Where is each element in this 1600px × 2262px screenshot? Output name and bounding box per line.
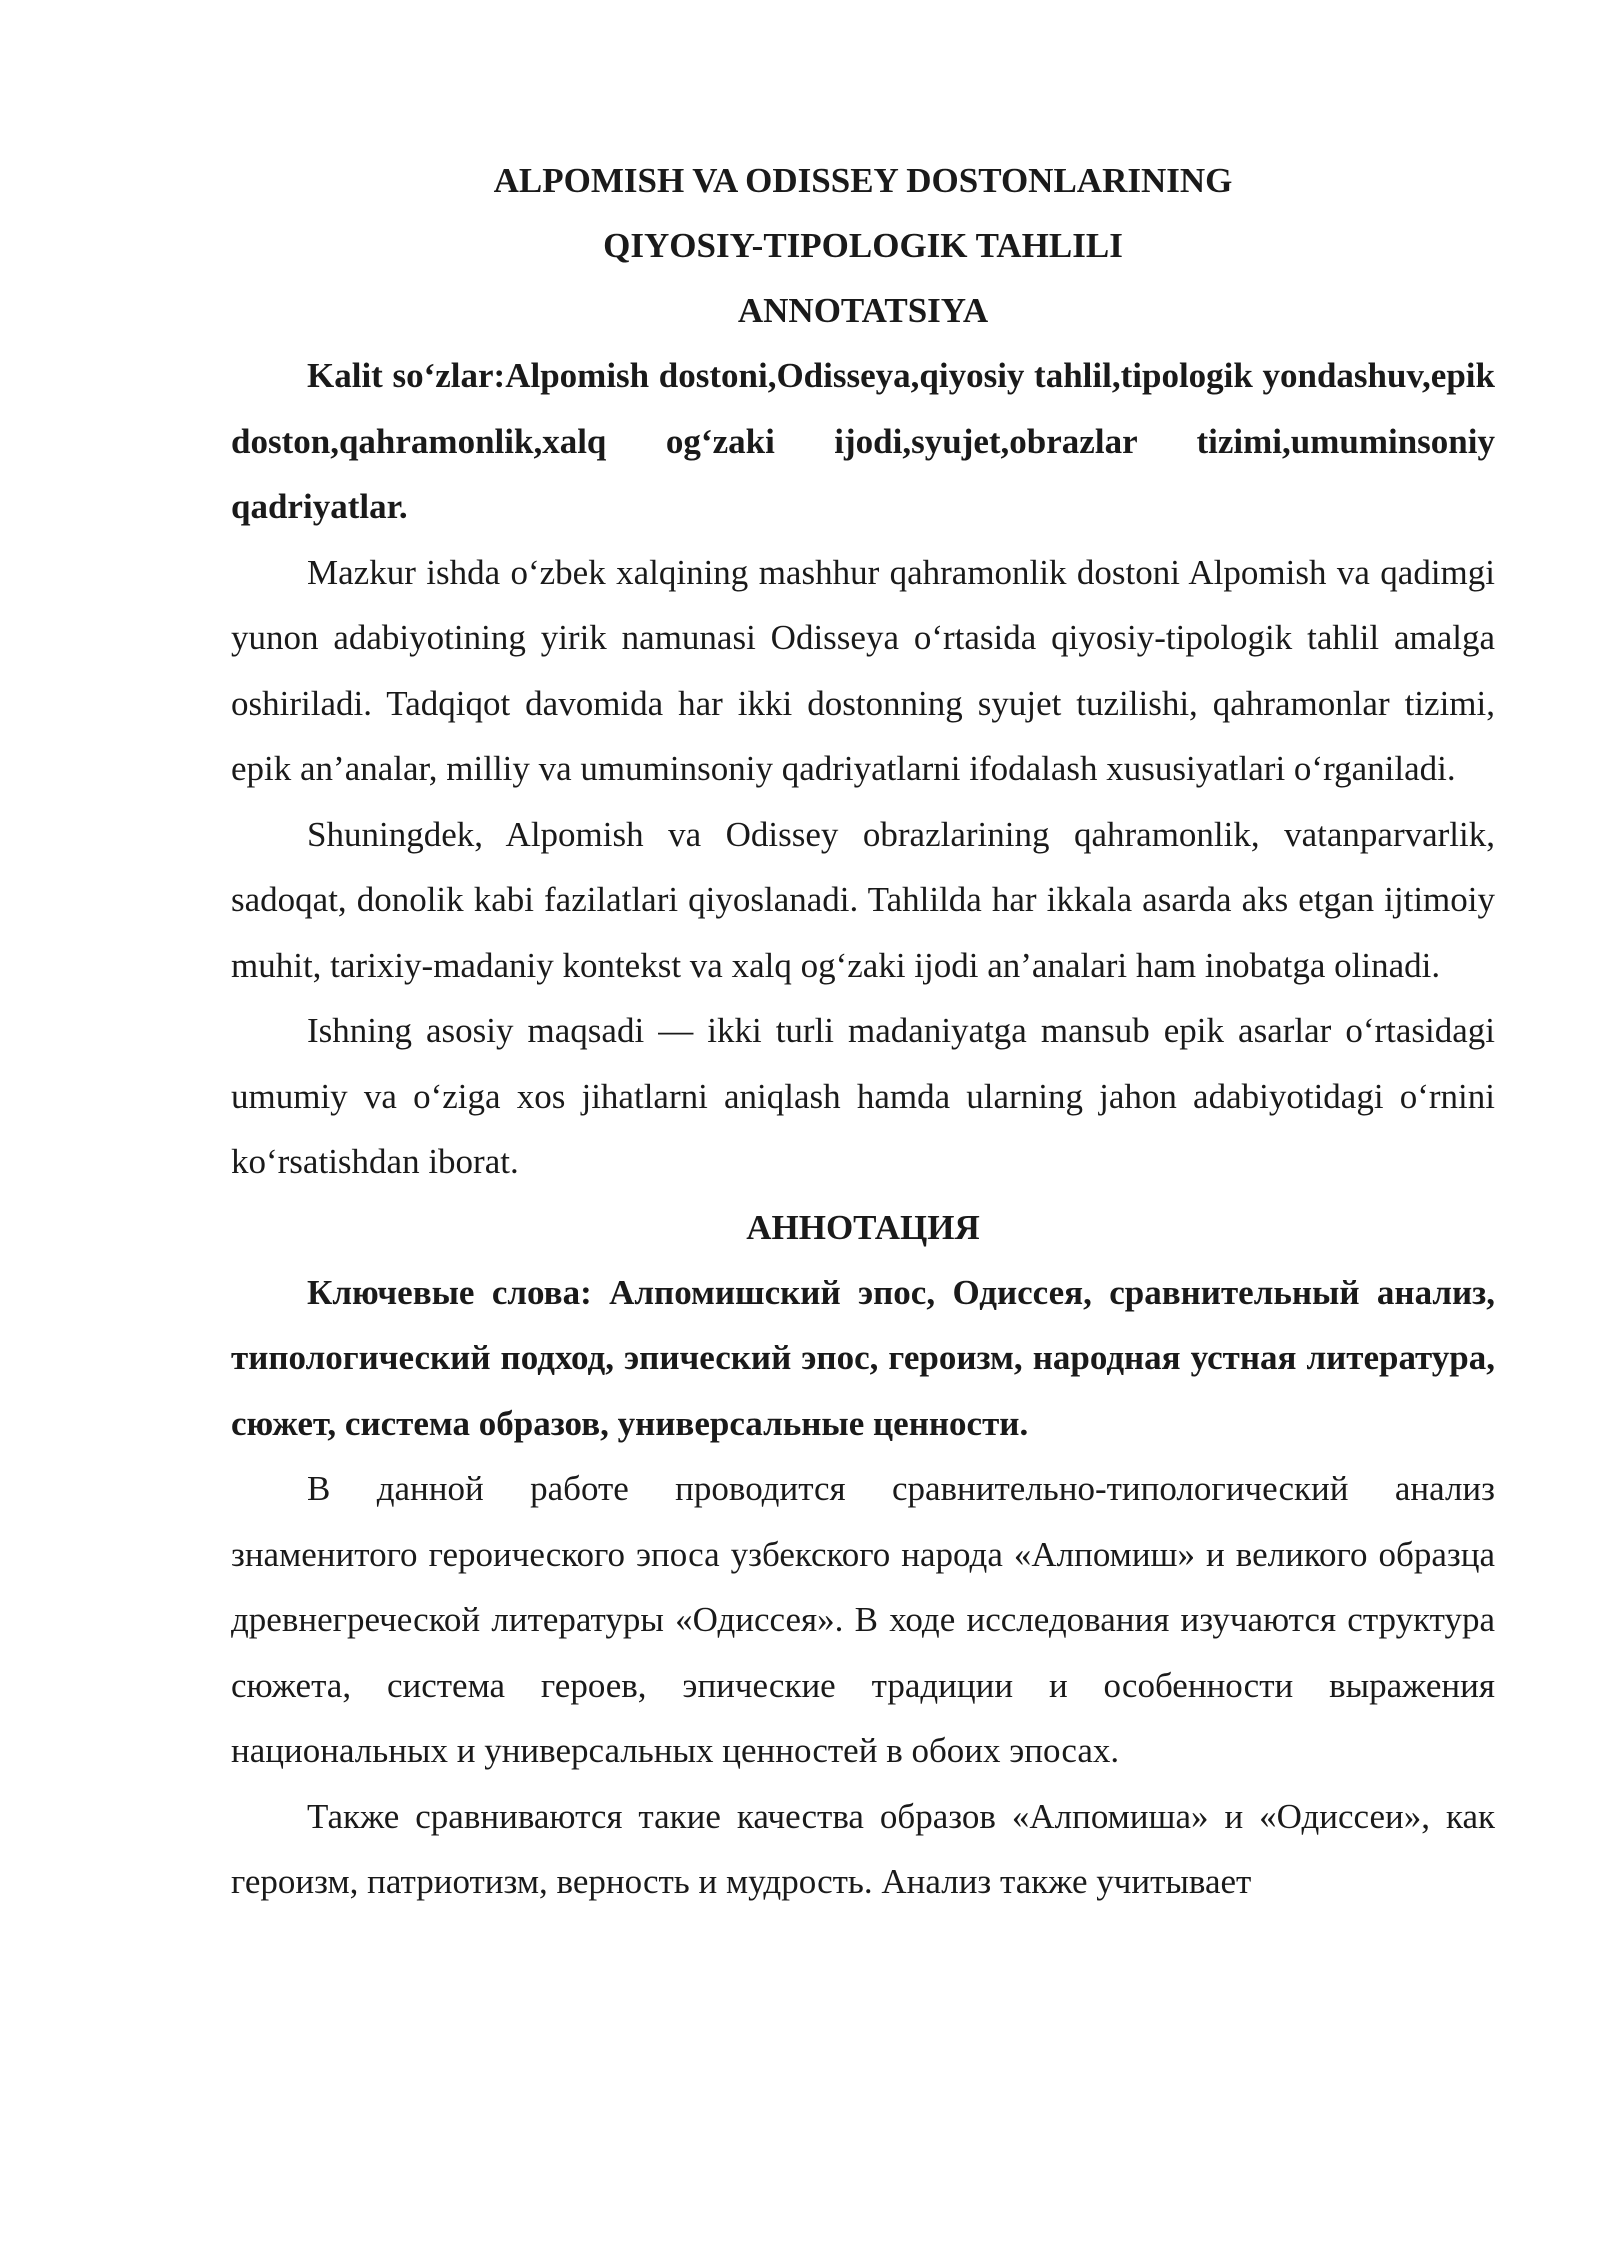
uz-annotation-heading: ANNOTATSIYA [737,291,989,330]
document-title-line-1: ALPOMISH VA ODISSEY DOSTONLARINING [493,161,1233,200]
ru-annotation-heading: АННОТАЦИЯ [746,1207,980,1247]
uz-paragraph-3: Ishning asosiy maqsadi — ikki turli madaniyatga mansub epik asarlar o‘rtasidagi umumiy va o‘ziga xos jihatlarni aniqlash hamda ularning jahon adabiyotidagi o‘rnini ko‘rsatishdan iborat. [231,1011,1495,1181]
uz-keywords: Kalit so‘zlar:Alpomish dostoni,Odisseya,qiyosiy tahlil,tipologik yondashuv,epik doston,qahramonlik,xalq og‘zaki ijodi,syujet,obrazlar tizimi,umuminsoniy qadriyatlar. [231,356,1495,526]
document-title-line-2: QIYOSIY-TIPOLOGIK TAHLILI [603,226,1123,265]
ru-paragraph-2: Также сравниваются такие качества образов «Алпомиша» и «Одиссеи», как героизм, патриотизм, верность и мудрость. Анализ также учитывает [231,1796,1495,1901]
uz-paragraph-2: Shuningdek, Alpomish va Odissey obrazlarining qahramonlik, vatanparvarlik, sadoqat, donolik kabi fazilatlari qiyoslanadi. Tahlilda har ikkala asarda aks etgan ijtimoiy muhit, tarixiy-madaniy kontekst va xalq og‘zaki ijodi an’analari ham inobatga olinadi. [231,814,1495,985]
ru-keywords: Ключевые слова: Алпомишский эпос, Одиссея, сравнительный анализ, типологический подход, эпический эпос, героизм, народная устная литература, сюжет, система образов, универсальные ценности. [231,1272,1495,1443]
uz-paragraph-1: Mazkur ishda o‘zbek xalqining mashhur qahramonlik dostoni Alpomish va qadimgi yunon adabiyotining yirik namunasi Odisseya o‘rtasida qiyosiy-tipologik tahlil amalga oshiriladi. Tadqiqot davomida har ikki dostonning syujet tuzilishi, qahramonlar tizimi, epik an’analar, milliy va umuminsoniy qadriyatlarni ifodalash xususiyatlari o‘rganiladi. [231,552,1495,788]
ru-paragraph-1: В данной работе проводится сравнительно-типологический анализ знаменитого героического эпоса узбекского народа «Алпомиш» и великого образца древнегреческой литературы «Одиссея». В ходе исследования изучаются структура сюжета, система героев, эпические традиции и особенности выражения национальных и универсальных ценностей в обоих эпосах. [231,1469,1495,1770]
document-page [231,148,1495,1915]
